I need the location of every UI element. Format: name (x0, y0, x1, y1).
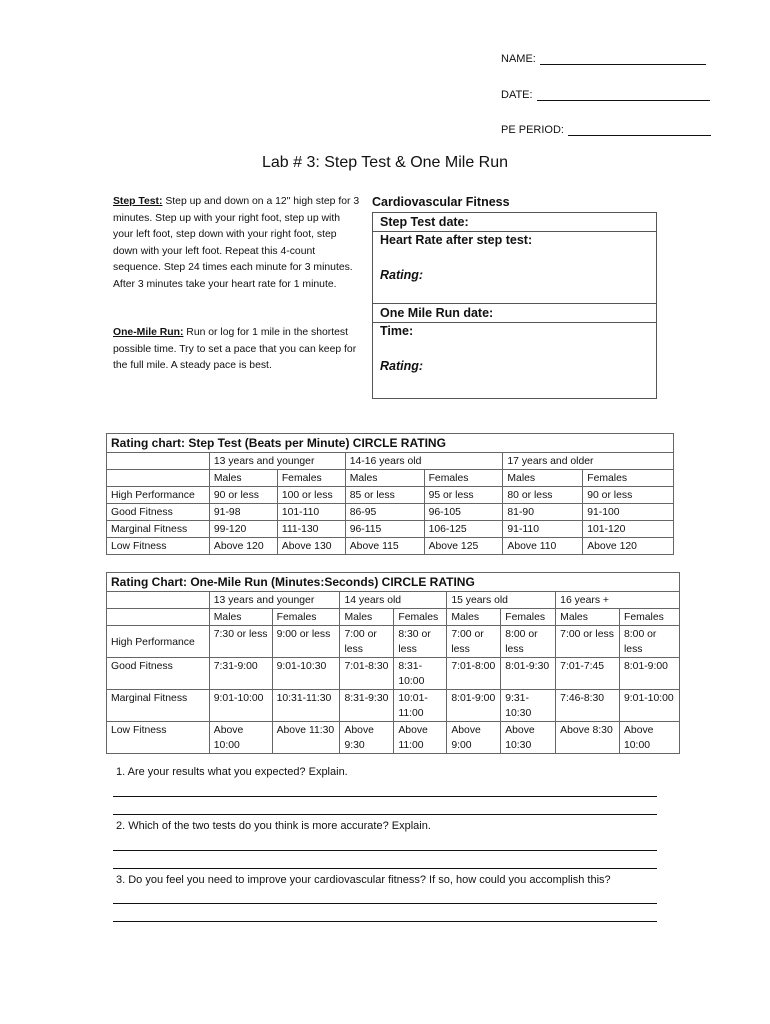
step-date-row[interactable] (373, 213, 656, 232)
row-label: Low Fitness (107, 538, 210, 555)
table-cell[interactable]: 81-90 (503, 504, 583, 521)
table-row (107, 538, 674, 555)
table-cell[interactable]: 100 or less (277, 487, 345, 504)
row-label: Good Fitness (107, 504, 210, 521)
table-cell[interactable]: 8:01-9:30 (501, 658, 556, 690)
run-chart-title: Rating Chart: One-Mile Run (Minutes:Seconds) CIRCLE RATING (107, 573, 680, 592)
pe-period-line[interactable] (568, 124, 711, 136)
sex-header: Females (394, 609, 447, 626)
age-group-header: 14-16 years old (345, 453, 503, 470)
sex-header: Females (583, 470, 674, 487)
table-row (107, 690, 680, 722)
table-cell[interactable]: 8:01-9:00 (620, 658, 680, 690)
table-cell[interactable]: 7:01-8:30 (340, 658, 394, 690)
table-cell[interactable]: 106-125 (424, 521, 503, 538)
page-title: Lab # 3: Step Test & One Mile Run (261, 154, 509, 171)
row-label: Marginal Fitness (107, 690, 210, 722)
table-cell[interactable]: 96-115 (345, 521, 424, 538)
age-group-header: 13 years and younger (209, 592, 340, 609)
table-row (107, 487, 674, 504)
table-cell[interactable]: 91-98 (209, 504, 277, 521)
table-cell (107, 453, 210, 470)
table-cell[interactable]: Above 120 (583, 538, 674, 555)
sex-header: Males (345, 470, 424, 487)
sex-header: Males (340, 609, 394, 626)
table-cell[interactable]: Above 11:00 (394, 722, 447, 754)
table-cell[interactable]: 9:01-10:00 (620, 690, 680, 722)
table-cell[interactable]: 10:01-11:00 (394, 690, 447, 722)
answer-line[interactable] (113, 868, 657, 869)
table-cell[interactable]: 8:31-10:00 (394, 658, 447, 690)
step-chart-title: Rating chart: Step Test (Beats per Minute) CIRCLE RATING (107, 434, 674, 453)
table-cell (107, 609, 210, 626)
table-cell[interactable]: 80 or less (503, 487, 583, 504)
table-row (107, 658, 680, 690)
run-rating-label: Rating: (380, 359, 424, 373)
table-row (107, 521, 674, 538)
table-cell[interactable]: 7:00 or less (556, 626, 620, 658)
table-cell[interactable]: Above 10:30 (501, 722, 556, 754)
answer-line[interactable] (113, 903, 657, 904)
table-cell[interactable]: 101-120 (583, 521, 674, 538)
row-label: Low Fitness (107, 722, 210, 754)
table-cell[interactable]: 7:31-9:00 (209, 658, 272, 690)
row-label: Marginal Fitness (107, 521, 210, 538)
mile-run-rating-chart (106, 572, 680, 754)
answer-line[interactable] (113, 850, 657, 851)
pe-period-label: PE PERIOD: (501, 124, 564, 136)
table-cell[interactable]: Above 110 (503, 538, 583, 555)
table-cell[interactable]: 90 or less (583, 487, 674, 504)
sex-header: Females (277, 470, 345, 487)
table-cell[interactable]: 95 or less (424, 487, 503, 504)
step-date-label: Step Test date: (380, 215, 469, 229)
table-cell[interactable]: 99-120 (209, 521, 277, 538)
cardio-title: Cardiovascular Fitness (372, 195, 510, 209)
sex-header: Females (501, 609, 556, 626)
table-cell[interactable]: 9:31-10:30 (501, 690, 556, 722)
age-group-header: 15 years old (447, 592, 556, 609)
table-cell[interactable]: 91-100 (583, 504, 674, 521)
heart-rate-row[interactable] (373, 232, 656, 304)
table-cell (107, 592, 210, 609)
row-label: High Performance (107, 626, 210, 658)
table-cell[interactable]: 96-105 (424, 504, 503, 521)
date-label: DATE: (501, 89, 533, 101)
table-cell[interactable]: 8:00 or less (501, 626, 556, 658)
sex-header: Males (209, 470, 277, 487)
table-cell[interactable]: 7:46-8:30 (556, 690, 620, 722)
mile-run-text: Run or log for 1 mile in the shortest possible time. Try to set a pace that you can keep for the full mile. A steady pace is best. (113, 327, 357, 371)
age-group-header: 16 years + (556, 592, 680, 609)
table-cell[interactable]: 111-130 (277, 521, 345, 538)
table-cell[interactable]: Above 9:00 (447, 722, 501, 754)
run-date-label: One Mile Run date: (380, 306, 494, 320)
sex-header: Females (424, 470, 503, 487)
sex-header: Females (272, 609, 340, 626)
table-cell[interactable]: 9:01-10:30 (272, 658, 340, 690)
time-row[interactable] (373, 323, 656, 398)
table-cell[interactable]: 85 or less (345, 487, 424, 504)
table-cell[interactable]: Above 10:00 (209, 722, 272, 754)
row-label: High Performance (107, 487, 210, 504)
answer-line[interactable] (113, 796, 657, 797)
table-cell[interactable]: 8:01-9:00 (447, 690, 501, 722)
table-cell[interactable]: Above 130 (277, 538, 345, 555)
question-2: 2. Which of the two tests do you think is more accurate? Explain. (116, 820, 431, 832)
table-cell[interactable]: 8:30 or less (394, 626, 447, 658)
table-cell[interactable]: 86-95 (345, 504, 424, 521)
question-3: 3. Do you feel you need to improve your cardiovascular fitness? If so, how could you accomplish this? (116, 874, 611, 886)
sex-header: Females (620, 609, 680, 626)
name-line[interactable] (540, 53, 706, 65)
date-line[interactable] (537, 89, 710, 101)
question-1: 1. Are your results what you expected? Explain. (116, 766, 348, 778)
step-test-label: Step Test: (113, 196, 163, 207)
sex-header: Males (556, 609, 620, 626)
table-row (107, 722, 680, 754)
step-test-description (113, 194, 363, 293)
table-cell[interactable]: 7:30 or less (209, 626, 272, 658)
table-cell[interactable]: 7:01-7:45 (556, 658, 620, 690)
step-test-rating-chart (106, 433, 674, 555)
name-label: NAME: (501, 53, 536, 65)
table-cell[interactable]: Above 115 (345, 538, 424, 555)
table-cell[interactable]: 9:00 or less (272, 626, 340, 658)
table-row (107, 504, 674, 521)
step-rating-label: Rating: (380, 268, 424, 282)
time-label: Time: (380, 324, 414, 338)
table-cell[interactable]: Above 120 (209, 538, 277, 555)
sex-header: Males (209, 609, 272, 626)
mile-run-label: One-Mile Run: (113, 327, 184, 338)
table-cell[interactable]: 7:01-8:00 (447, 658, 501, 690)
table-cell[interactable]: 9:01-10:00 (209, 690, 272, 722)
table-cell[interactable]: 8:00 or less (620, 626, 680, 658)
age-group-header: 17 years and older (503, 453, 674, 470)
cardio-box (372, 212, 657, 399)
row-label: Good Fitness (107, 658, 210, 690)
table-cell[interactable]: Above 8:30 (556, 722, 620, 754)
answer-line[interactable] (113, 814, 657, 815)
name-field[interactable] (501, 53, 706, 65)
table-cell[interactable]: Above 125 (424, 538, 503, 555)
age-group-header: 14 years old (340, 592, 447, 609)
sex-header: Males (503, 470, 583, 487)
table-row (107, 626, 680, 658)
table-cell[interactable]: Above 10:00 (620, 722, 680, 754)
table-cell[interactable]: 7:00 or less (447, 626, 501, 658)
table-cell[interactable]: 91-110 (503, 521, 583, 538)
step-test-text: Step up and down on a 12" high step for 3 minutes. Step up with your right foot, step up with your left foot, step down with your right foot, step down with your left foot. Repeat this 4-count sequence. Step 24 times each minute for 3 minutes. After 3 minutes take your heart rate for 1 minute. (113, 196, 360, 290)
table-cell[interactable]: 7:00 or less (340, 626, 394, 658)
pe-period-field[interactable] (501, 124, 711, 136)
table-cell[interactable]: 10:31-11:30 (272, 690, 340, 722)
table-cell (107, 470, 210, 487)
date-field[interactable] (501, 89, 710, 101)
age-group-header: 13 years and younger (209, 453, 345, 470)
table-cell[interactable]: Above 11:30 (272, 722, 340, 754)
table-cell[interactable]: 90 or less (209, 487, 277, 504)
answer-line[interactable] (113, 921, 657, 922)
sex-header: Males (447, 609, 501, 626)
run-date-row[interactable] (373, 304, 656, 323)
mile-run-description (113, 325, 363, 375)
table-cell[interactable]: 101-110 (277, 504, 345, 521)
heart-rate-label: Heart Rate after step test: (380, 233, 533, 247)
table-cell[interactable]: Above 9:30 (340, 722, 394, 754)
table-cell[interactable]: 8:31-9:30 (340, 690, 394, 722)
